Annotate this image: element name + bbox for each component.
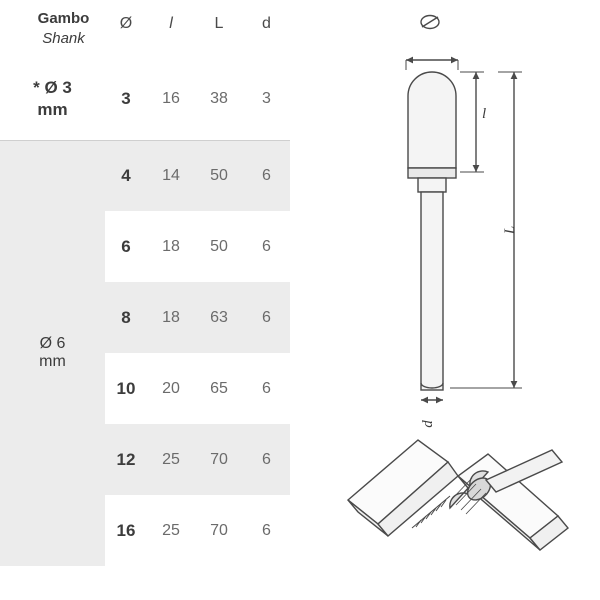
header-shank-line2: Shank [42,30,85,47]
cell-l: 18 [147,211,195,282]
group-label-line2: mm [39,353,66,371]
cell-L: 63 [195,282,243,353]
cell-l: 14 [147,140,195,211]
label-flute-length: l [482,106,487,122]
group-label-line1: Ø 6 [39,335,66,353]
cell-d: 6 [243,353,290,424]
table-row [0,140,290,211]
group-label-line1: * Ø 3 [33,77,72,97]
cell-l: 25 [147,424,195,495]
label-shank-diameter: d [420,420,436,428]
cell-L: 70 [195,424,243,495]
group-label-shank-6mm [0,140,105,566]
table-row [0,58,290,140]
group-label-wrap [0,335,105,371]
cell-L: 50 [195,211,243,282]
cell-od: 8 [105,282,147,353]
cell-od: 16 [105,495,147,566]
cell-d: 6 [243,140,290,211]
header-shank [0,0,105,58]
cell-od: 3 [105,58,147,140]
cell-d: 3 [243,58,290,140]
cell-d: 6 [243,495,290,566]
cell-d: 6 [243,211,290,282]
cell-l: 16 [147,58,195,140]
illustration-area [300,0,600,600]
header-shank-line1: Gambo [37,10,90,27]
label-overall-length: L [502,225,518,235]
cell-od: 6 [105,211,147,282]
cell-L: 65 [195,353,243,424]
table-head [0,0,290,58]
cell-L: 38 [195,58,243,140]
header-shank-diameter: d [262,15,271,32]
cell-l: 18 [147,282,195,353]
dimension-flute-length [460,72,486,172]
diameter-symbol-icon [421,16,439,29]
cell-d: 6 [243,282,290,353]
cell-od: 10 [105,353,147,424]
group-label-shank-3mm [0,58,105,140]
table-header-row [0,0,290,58]
dimension-shank-diameter [420,397,443,428]
cell-d: 6 [243,424,290,495]
group-label-line2: mm [37,99,68,119]
application-weld-joint-drawing [348,440,568,550]
cell-od: 4 [105,140,147,211]
header-outer-diameter: Ø [119,15,133,32]
carbide-burr-tool [408,72,456,390]
cell-od: 12 [105,424,147,495]
header-overall-length: L [214,15,224,32]
cell-l: 25 [147,495,195,566]
spec-table [0,0,290,566]
cell-l: 20 [147,353,195,424]
spec-table-area [0,0,290,600]
cell-L: 50 [195,140,243,211]
cell-L: 70 [195,495,243,566]
dimension-diameter [406,57,458,70]
table-body [0,58,290,566]
tool-illustrations-svg [300,0,600,600]
header-flute-length: l [169,15,173,32]
